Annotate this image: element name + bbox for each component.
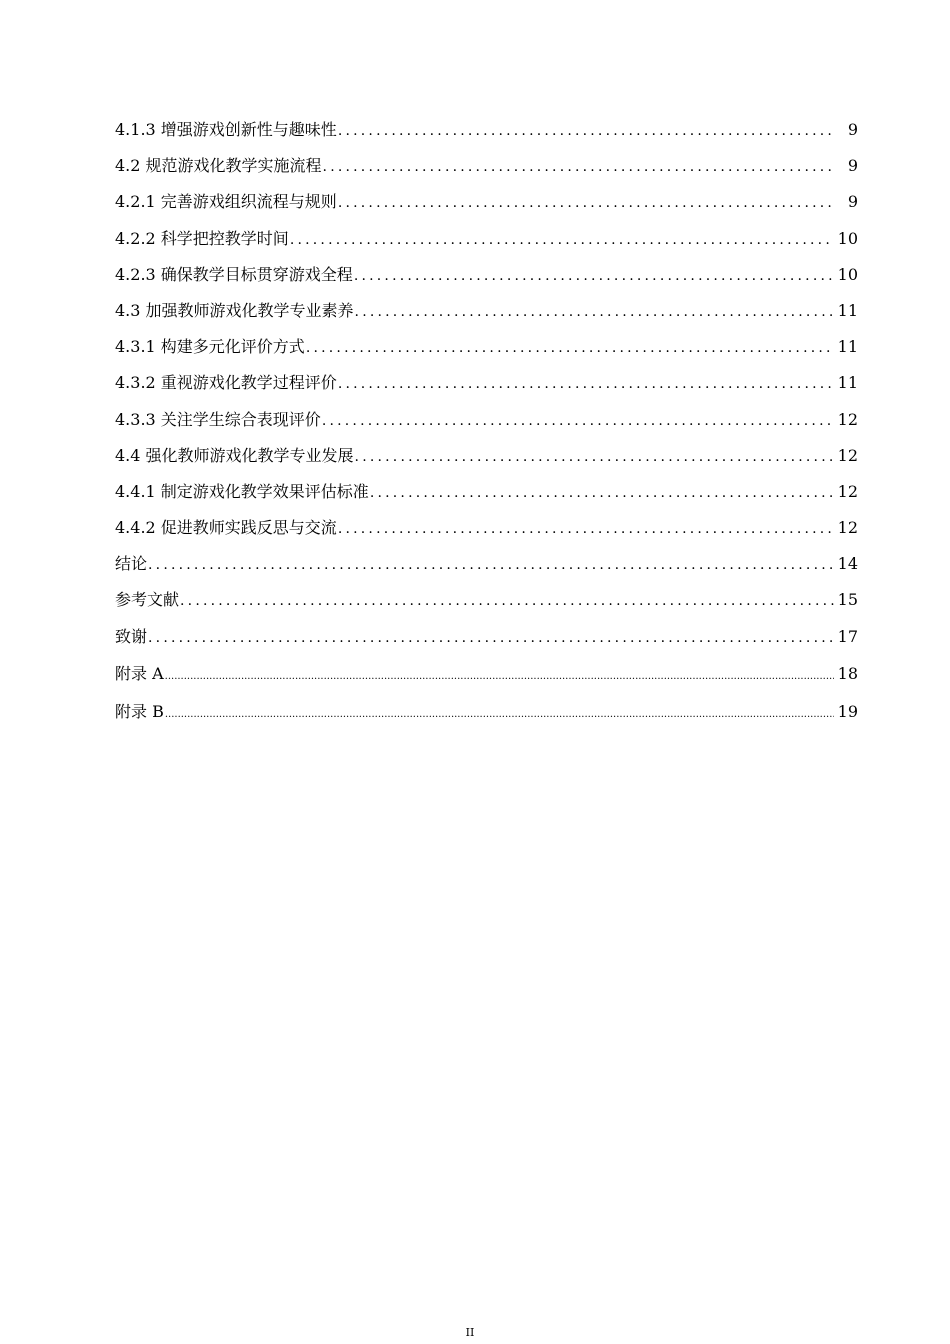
toc-entry-title: 4.4.1 制定游戏化教学效果评估标准	[115, 481, 369, 501]
table-of-contents	[115, 112, 858, 732]
toc-entry-page: 9	[847, 120, 858, 139]
toc-dot-leader	[337, 185, 834, 221]
toc-entry-page: 18	[837, 663, 858, 683]
toc-entry[interactable]	[115, 546, 858, 582]
toc-entry-title: 参考文献	[115, 590, 180, 610]
toc-dot-leader	[305, 330, 834, 366]
toc-dot-leader	[289, 222, 834, 258]
toc-dot-leader	[337, 113, 834, 149]
toc-entry-page: 12	[837, 445, 858, 465]
toc-entry-page: 10	[837, 228, 858, 248]
toc-dot-leader	[147, 547, 834, 583]
toc-entry[interactable]	[115, 655, 858, 694]
toc-entry-title: 4.3.2 重视游戏化教学过程评价	[115, 373, 337, 393]
toc-entry-title: 致谢	[115, 626, 148, 646]
toc-entry[interactable]	[115, 293, 858, 329]
toc-dot-leader	[321, 403, 834, 439]
toc-entry-title: 结论	[115, 554, 148, 574]
toc-entry-title: 4.4 强化教师游戏化教学专业发展	[115, 445, 354, 465]
toc-entry-title: 4.1.3 增强游戏创新性与趣味性	[115, 120, 337, 139]
toc-entry[interactable]	[115, 221, 858, 257]
toc-entry-page: 15	[837, 590, 858, 610]
toc-entry-title: 4.2 规范游戏化教学实施流程	[115, 156, 322, 176]
toc-entry-page: 9	[847, 156, 858, 176]
toc-entry[interactable]	[115, 510, 858, 546]
toc-entry[interactable]	[115, 402, 858, 438]
toc-entry-title: 附录 B	[115, 702, 164, 722]
toc-entry[interactable]	[115, 438, 858, 474]
toc-dot-leader	[179, 583, 834, 619]
toc-entry-page: 9	[847, 192, 858, 212]
toc-entry-page: 12	[837, 409, 858, 429]
toc-entry-title: 4.3.1 构建多元化评价方式	[115, 337, 305, 357]
toc-entry-page: 11	[837, 300, 858, 320]
toc-entry-title: 4.4.2 促进教师实践反思与交流	[115, 518, 337, 538]
toc-entry[interactable]	[115, 257, 858, 293]
toc-dot-leader	[337, 511, 834, 547]
toc-dot-leader	[322, 149, 834, 185]
toc-entry[interactable]	[115, 184, 858, 220]
toc-entry[interactable]	[115, 474, 858, 510]
toc-dot-leader	[369, 475, 834, 511]
toc-entry-title: 附录 A	[115, 663, 164, 683]
toc-dot-leader	[354, 439, 834, 475]
toc-dot-leader	[337, 366, 834, 402]
toc-entry[interactable]	[115, 619, 858, 655]
toc-entry[interactable]	[115, 112, 858, 148]
toc-entry-page: 10	[837, 264, 858, 284]
toc-entry[interactable]	[115, 329, 858, 365]
toc-entry-title: 4.2.1 完善游戏组织流程与规则	[115, 192, 337, 212]
toc-entry-page: 12	[837, 518, 858, 538]
toc-entry[interactable]	[115, 582, 858, 618]
toc-entry[interactable]	[115, 693, 858, 732]
toc-entry-title: 4.3 加强教师游戏化教学专业素养	[115, 300, 354, 320]
toc-dot-leader	[354, 294, 834, 330]
toc-entry-title: 4.2.2 科学把控教学时间	[115, 228, 289, 248]
toc-entry-page: 11	[837, 337, 858, 357]
toc-dot-leader	[353, 258, 834, 294]
page-number: II	[465, 1326, 475, 1339]
toc-entry-title: 4.2.3 确保教学目标贯穿游戏全程	[115, 264, 353, 284]
toc-entry-page: 19	[837, 702, 858, 722]
toc-entry[interactable]	[115, 148, 858, 184]
toc-entry-title: 4.3.3 关注学生综合表现评价	[115, 409, 321, 429]
toc-entry-page: 14	[837, 554, 858, 574]
toc-entry-page: 17	[837, 626, 858, 646]
toc-entry-page: 12	[837, 481, 858, 501]
toc-dot-leader	[164, 658, 834, 697]
toc-dot-leader	[164, 696, 834, 735]
toc-entry-page: 11	[837, 373, 858, 393]
toc-entry[interactable]	[115, 365, 858, 401]
toc-dot-leader	[147, 620, 834, 656]
